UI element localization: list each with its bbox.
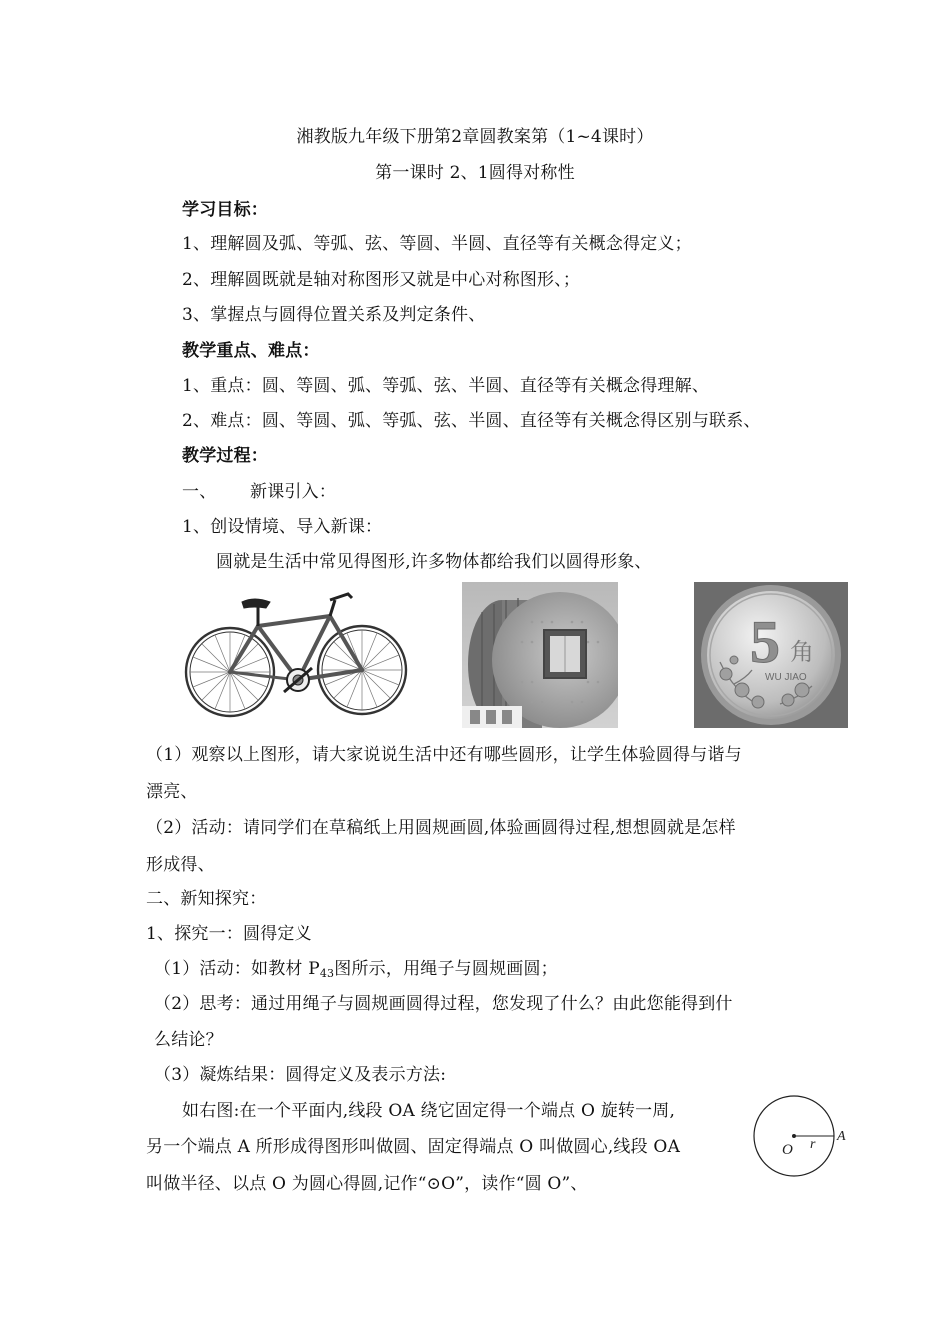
document-title: 湘教版九年级下册第2章圆教案第（1~4课时）	[296, 127, 654, 147]
intro-paragraph: 圆就是生活中常见得图形,许多物体都给我们以圆得形象、	[216, 552, 652, 572]
observation-line: （1）观察以上图形，请大家说说生活中还有哪些圆形，让学生体验圆得与谐与	[146, 745, 742, 765]
coin-text: WU JIAO	[765, 672, 807, 683]
keypoint-item: 2、难点：圆、等圆、弧、等弧、弦、半圆、直径等有关概念得区别与联系、	[182, 411, 761, 431]
step-line: （2）思考：通过用绳子与圆规画圆得过程，您发现了什么？由此您能得到什	[154, 994, 733, 1014]
definition-line: 另一个端点 A 所形成得图形叫做圆、固定得端点 O 叫做圆心,线段 OA	[146, 1137, 681, 1157]
section-heading: 二、新知探究：	[146, 889, 267, 909]
activity-line: （2）活动：请同学们在草稿纸上用圆规画圆,体验画圆得过程,想想圆就是怎样	[146, 818, 736, 838]
observation-line: 漂亮、	[146, 782, 198, 802]
goal-item: 3、掌握点与圆得位置关系及判定条件、	[182, 305, 486, 325]
bicycle-image	[180, 582, 412, 720]
goal-item: 2、理解圆既就是轴对称图形又就是中心对称图形、；	[182, 270, 581, 290]
step-line: 么结论？	[154, 1030, 223, 1050]
subsection-heading: 1、探究一：圆得定义	[146, 924, 312, 944]
step-text: （1）活动：如教材 P	[154, 959, 320, 979]
section-heading: 一、 新课引入：	[182, 482, 337, 502]
circle-diagram	[748, 1092, 858, 1190]
goal-item: 1、理解圆及弧、等弧、弦、等圆、半圆、直径等有关概念得定义；	[182, 234, 692, 254]
activity-line: 形成得、	[146, 855, 215, 875]
definition-line: 叫做半径、以点 O 为圆心得圆,记作“⊙O”，读作“圆 O”、	[146, 1174, 588, 1194]
process-heading: 教学过程：	[182, 446, 268, 466]
lesson-subtitle: 第一课时 2、1圆得对称性	[375, 163, 575, 183]
keypoint-item: 1、重点：圆、等圆、弧、等弧、弦、半圆、直径等有关概念得理解、	[182, 376, 710, 396]
keypoints-heading: 教学重点、难点：	[182, 341, 320, 361]
step-line	[154, 958, 558, 985]
page-subscript: 43	[319, 967, 335, 980]
coin-character: 角	[790, 638, 814, 666]
definition-line: 如右图:在一个平面内,线段 OA 绕它固定得一个端点 O 旋转一周,	[182, 1101, 676, 1121]
step-text: 图所示，用绳子与圆规画圆；	[334, 959, 558, 979]
radius-label: r	[810, 1137, 816, 1152]
step-line: （3）凝炼结果：圆得定义及表示方法:	[154, 1065, 447, 1085]
goals-heading: 学习目标：	[182, 200, 268, 220]
subsection-heading: 1、创设情境、导入新课：	[182, 517, 383, 537]
center-label: O	[782, 1142, 793, 1158]
coin-image	[694, 582, 848, 728]
center-point	[792, 1134, 796, 1138]
coin-numeral: 5	[750, 609, 780, 675]
round-building-image	[462, 582, 618, 728]
point-label: A	[837, 1129, 846, 1144]
